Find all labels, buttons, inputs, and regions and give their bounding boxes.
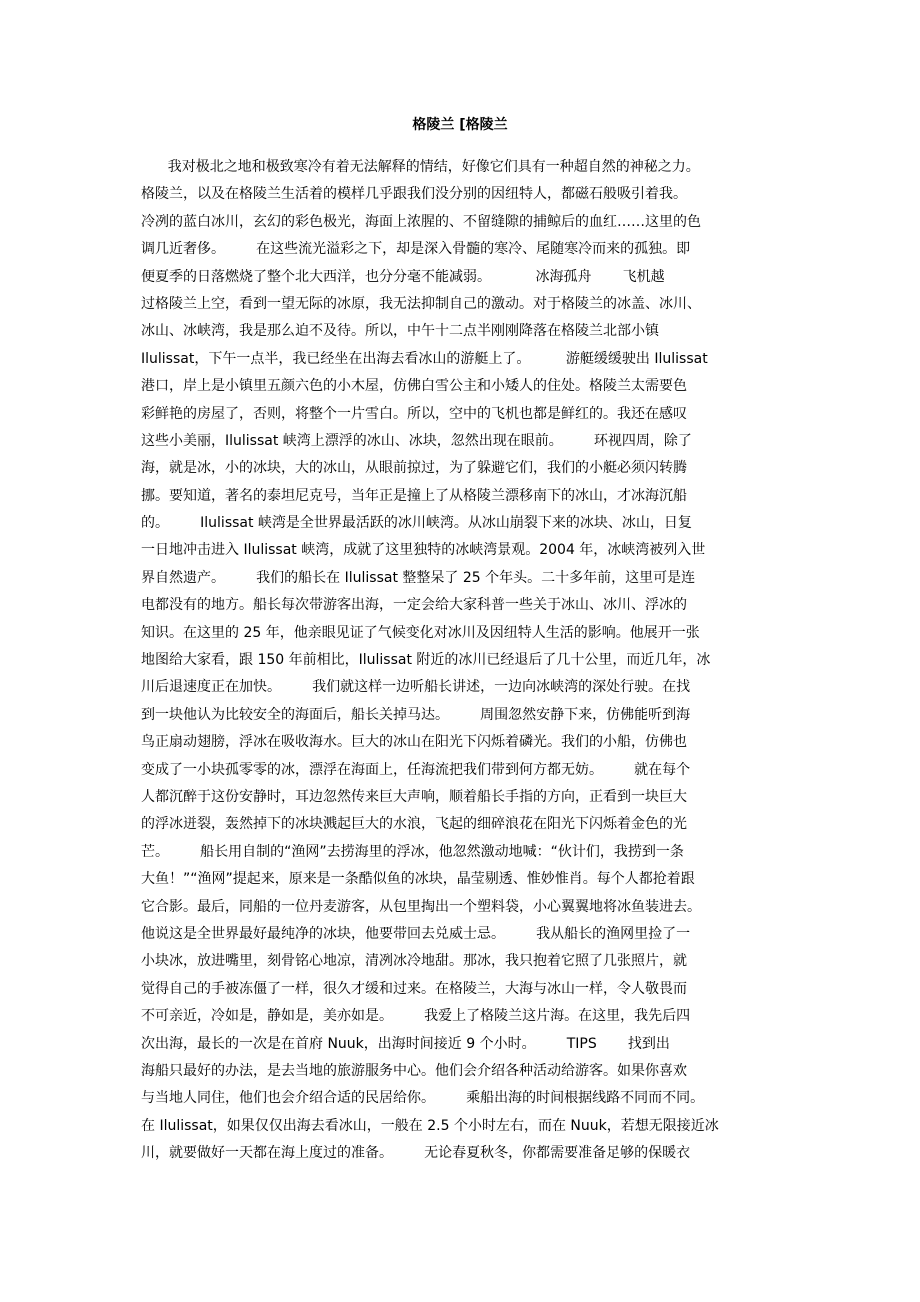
text-line: 电都没有的地方。船长每次带游客出海，一定会给大家科普一些关于冰山、冰川、浮冰的: [141, 597, 687, 614]
text-line: 到一块他认为比较安全的海面后，船长关掉马达。 周围忽然安静下来，仿佛能听到海: [141, 706, 691, 723]
text-line: 一日地冲击进入 Ilulissat 峡湾，成就了这里独特的冰峡湾景观。2004 年，冰峡湾被列入世: [141, 542, 706, 559]
text-line: 冰山、冰峡湾，我是那么迫不及待。所以，中午十二点半刚刚降落在格陵兰北部小镇: [141, 323, 659, 340]
text-line: 知识。在这里的 25 年，他亲眼见证了气候变化对冰川及因纽特人生活的影响。他展开一张: [141, 624, 700, 641]
text-line: 不可亲近，冷如是，静如是，美亦如是。 我爱上了格陵兰这片海。在这里，我先后四: [141, 1008, 691, 1025]
text-line: 变成了一小块孤零零的冰，漂浮在海面上，任海流把我们带到何方都无妨。 就在每个: [141, 761, 691, 778]
text-line: 人都沉醉于这份安静时，耳边忽然传来巨大声响，顺着船长手指的方向，正看到一块巨大: [141, 788, 687, 805]
text-line: 川后退速度正在加快。 我们就这样一边听船长讲述，一边向冰峡湾的深处行驶。在找: [141, 679, 691, 696]
article-body: [141, 154, 806, 1167]
text-line: 它合影。最后，同船的一位丹麦游客，从包里掏出一个塑料袋，小心翼翼地将冰鱼装进去。: [141, 898, 701, 915]
text-line: 的浮冰迸裂，轰然掉下的冰块溅起巨大的水浪，飞起的细碎浪花在阳光下闪烁着金色的光: [141, 816, 687, 833]
page-title: 格陵兰 [格陵兰: [412, 117, 508, 133]
text-line: 格陵兰，以及在格陵兰生活着的模样几乎跟我们没分别的因纽特人，都磁石般吸引着我。: [141, 186, 687, 203]
text-line: 彩鲜艳的房屋了，否则，将整个一片雪白。所以，空中的飞机也都是鲜红的。我还在感叹: [141, 405, 687, 422]
text-line: 地图给大家看，跟 150 年前相比，Ilulissat 附近的冰川已经退后了几十公里，而近几年，冰: [141, 652, 711, 669]
text-line: 港口，岸上是小镇里五颜六色的小木屋，仿佛白雪公主和小矮人的住处。格陵兰太需要色: [141, 378, 687, 395]
text-line: 川，就要做好一天都在海上度过的准备。 无论春夏秋冬，你都需要准备足够的保暖衣: [141, 1145, 691, 1162]
text-line: 这些小美丽，Ilulissat 峡湾上漂浮的冰山、冰块，忽然出现在眼前。 环视四周，除了: [141, 432, 692, 449]
text-line: 与当地人同住，他们也会介绍合适的民居给你。 乘船出海的时间根据线路不同而不同。: [141, 1090, 705, 1107]
text-line: 次出海，最长的一次是在首府 Nuuk，出海时间接近 9 个小时。 TIPS 找到出: [141, 1035, 670, 1052]
text-line: 海船只最好的办法，是去当地的旅游服务中心。他们会介绍各种活动给游客。如果你喜欢: [141, 1062, 687, 1079]
text-line: 挪。要知道，著名的泰坦尼克号，当年正是撞上了从格陵兰漂移南下的冰山，才冰海沉船: [141, 487, 687, 504]
text-line: 在 Ilulissat，如果仅仅出海去看冰山，一般在 2.5 个小时左右，而在 Nuuk，若想无限接近冰: [141, 1117, 719, 1134]
text-line: Ilulissat，下午一点半，我已经坐在出海去看冰山的游艇上了。 游艇缓缓驶出 Ilulissat: [141, 350, 708, 367]
text-line: 调几近奢侈。 在这些流光溢彩之下，却是深入骨髓的寒冷、尾随寒冷而来的孤独。即: [141, 241, 691, 258]
text-line: 我对极北之地和极致寒冷有着无法解释的情结，好像它们具有一种超自然的神秘之力。: [141, 159, 700, 175]
text-line: 的。 Ilulissat 峡湾是全世界最活跃的冰川峡湾。从冰山崩裂下来的冰块、冰山，日复: [141, 515, 692, 532]
text-line: 冷冽的蓝白冰川，玄幻的彩色极光，海面上浓腥的、不留缝隙的捕鲸后的血红……这里的色: [141, 213, 701, 230]
text-line: 便夏季的日落燃烧了整个北大西洋，也分分毫不能减弱。 冰海孤舟 飞机越: [141, 268, 665, 285]
text-line: 海，就是冰，小的冰块，大的冰山，从眼前掠过，为了躲避它们，我们的小艇必须闪转腾: [141, 460, 687, 477]
text-line: 大鱼！”“渔网”提起来，原来是一条酷似鱼的冰块，晶莹剔透、惟妙惟肖。每个人都抢着跟: [141, 871, 695, 888]
text-line: 小块冰，放进嘴里，刻骨铭心地凉，清冽冰冷地甜。那冰，我只抱着它照了几张照片，就: [141, 953, 687, 970]
text-line: 觉得自己的手被冻僵了一样，很久才缓和过来。在格陵兰，大海与冰山一样，令人敬畏而: [141, 980, 687, 997]
text-line: 鸟正扇动翅膀，浮冰在吸收海水。巨大的冰山在阳光下闪烁着磷光。我们的小船，仿佛也: [141, 734, 687, 751]
text-line: 过格陵兰上空，看到一望无际的冰原，我无法抑制自己的激动。对于格陵兰的冰盖、冰川、: [141, 295, 701, 312]
text-line: 芒。 船长用自制的“渔网”去捞海里的浮冰，他忽然激动地喊：“伙计们，我捞到一条: [141, 843, 684, 860]
text-line: 界自然遗产。 我们的船长在 Ilulissat 整整呆了 25 个年头。二十多年前，这里可是连: [141, 569, 696, 586]
text-line: 他说这是全世界最好最纯净的冰块，他要带回去兑威士忌。 我从船长的渔网里捡了一: [141, 925, 691, 942]
